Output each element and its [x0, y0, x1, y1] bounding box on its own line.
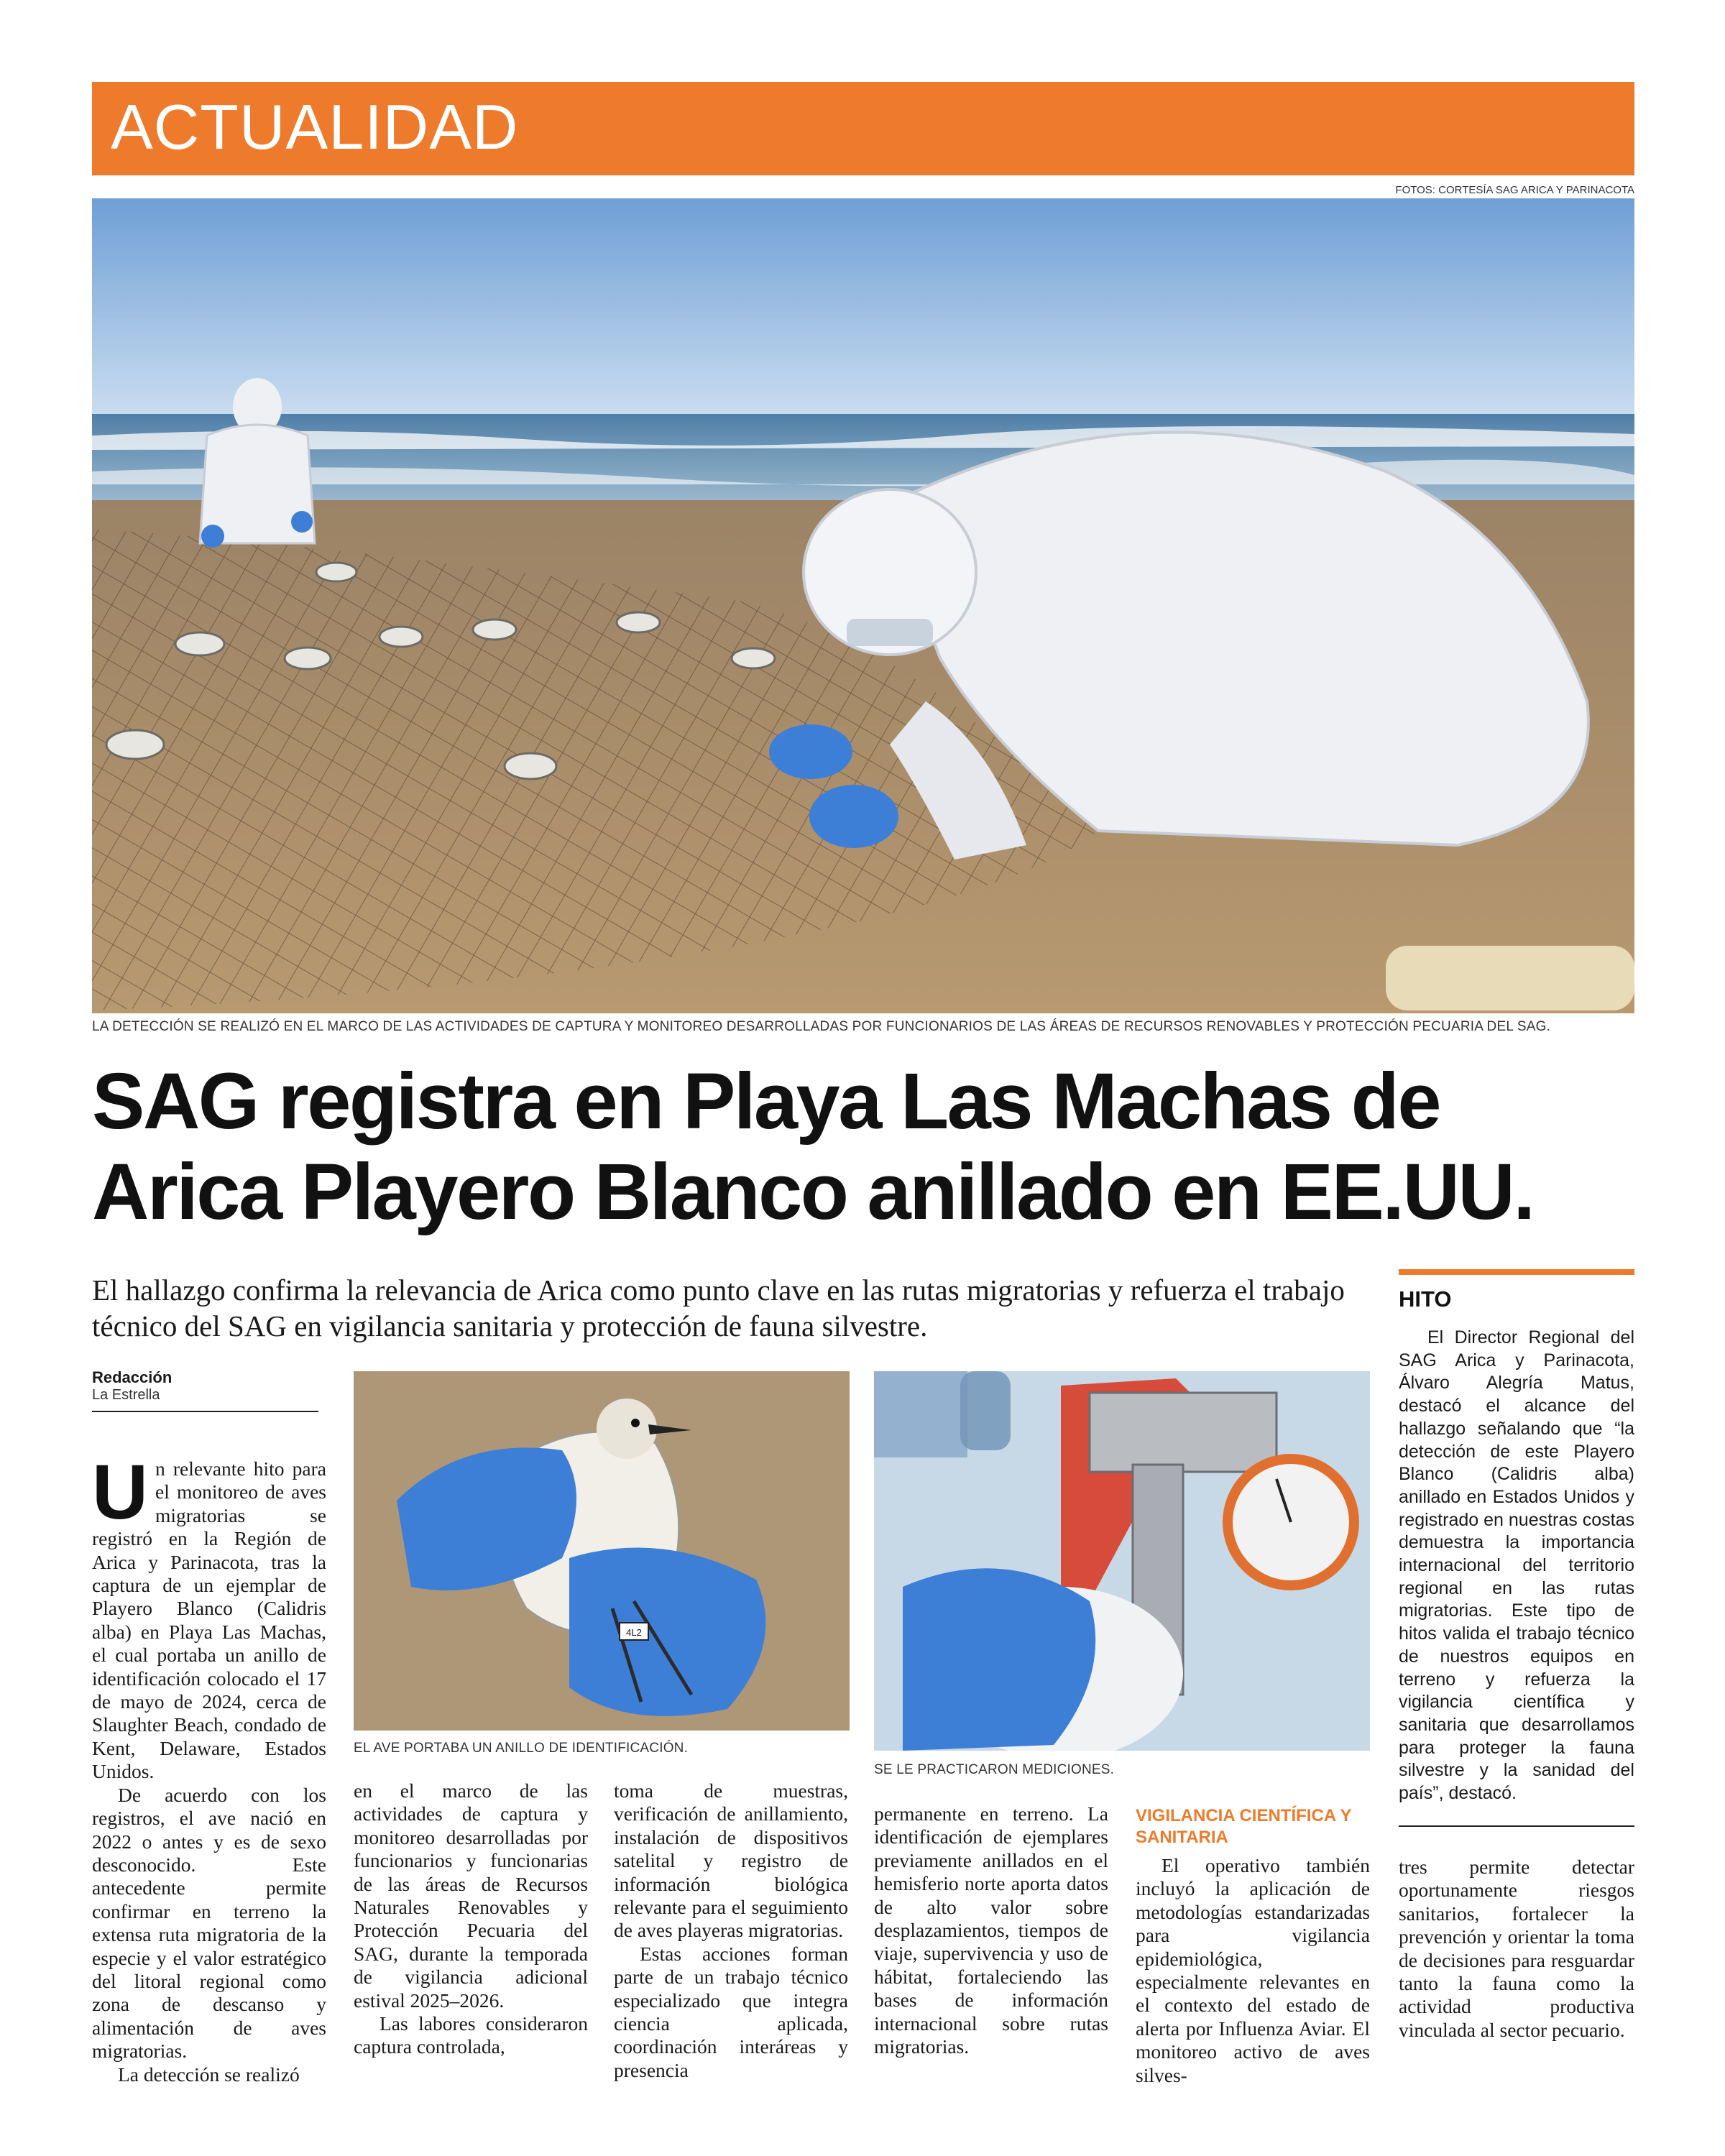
- article-column-6: [1399, 1856, 1634, 2042]
- byline-name: Redacción: [92, 1368, 172, 1386]
- measurement-photo: [874, 1371, 1370, 1751]
- byline: [92, 1368, 318, 1412]
- article-column-2: [354, 1779, 588, 2059]
- main-photo-caption: LA DETECCIÓN SE REALIZÓ EN EL MARCO DE LAS ACTIVIDADES DE CAPTURA Y MONITOREO DESARROLLADAS POR FUNCIONARIOS DE LAS ÁREAS DE RECURSOS RENOVABLES Y PROTECCIÓN PECUARIA DEL SAG.: [92, 1019, 1551, 1034]
- subhead: VIGILANCIA CIENTÍFICA Y SANITARIA: [1136, 1806, 1352, 1847]
- article-column-4: [874, 1802, 1108, 2058]
- article-paragraph: toma de muestras, verificación de anillamiento, instalación de dispositivos satelital y registro de información biológica relevante para el seguimiento de aves playeras migratorias.: [614, 1779, 848, 1942]
- headline-line-1: SAG registra en Playa Las Machas de: [92, 1057, 1440, 1146]
- section-label: ACTUALIDAD: [111, 91, 519, 162]
- drop-cap: U: [92, 1448, 148, 1535]
- article-paragraph: Estas acciones forman parte de un trabajo técnico especializado que integra ciencia aplicada, coordinación interáreas y presencia: [614, 1942, 848, 2081]
- article-text: n relevante hito para el monitoreo de aves migratorias se registró en la Región de Arica y Parinacota, tras la captura de un ejemplar de Playero Blanco (Calidris alba) en Playa Las Machas, el cual portaba un anillo de identificación colocado el 17 de mayo de 2024, cerca de Slaughter Beach, condado de Kent, Delaware, Estados Unidos.: [92, 1457, 326, 1783]
- article-paragraph: Las labores consideraron captura controlada,: [354, 2012, 588, 2058]
- article-paragraph: La detección se realizó: [118, 2063, 300, 2086]
- main-photo: [92, 198, 1634, 1013]
- article-paragraph: en el marco de las actividades de captura y monitoreo desarrolladas por funcionarios y funcionarias de las áreas de Recursos Naturales Renovables y Protección Pecuaria del SAG, durante la temporada de vigilancia adicional estival 2025–2026.: [354, 1779, 588, 2012]
- section-bar: [92, 82, 1634, 175]
- article-column-3: [614, 1779, 848, 2082]
- headline: [92, 1056, 1634, 1238]
- photo-credit: FOTOS: CORTESÍA SAG ARICA Y PARINACOTA: [1395, 184, 1634, 196]
- ring-code: 4L2: [626, 1627, 642, 1638]
- article-column-5: [1136, 1805, 1370, 2087]
- hito-body: El Director Regional del SAG Arica y Parinacota, Álvaro Alegría Matus, destacó el alcance del hallazgo señalando que “la detección de este Playero Blanco (Calidris alba) anillado en Estados Unidos y registrado en nuestras costas demuestra la importancia internacional del territorio regional en las rutas migratorias. Este tipo de hitos valida el trabajo técnico de nuestros equipos en terreno y refuerza la vigilancia científica y sanitaria que desarrollamos para proteger la fauna silvestre y la sanidad del país”, destacó.: [1399, 1327, 1634, 1804]
- deck: El hallazgo confirma la relevancia de Arica como punto clave en las rutas migratorias y refuerza el trabajo técnico del SAG en vigilancia sanitaria y protección de fauna silvestre.: [92, 1273, 1345, 1342]
- article-paragraph: De acuerdo con los registros, el ave nació en 2022 o antes y es de sexo desconocido. Este antecedente permite confirmar en terreno la extensa ruta migratoria de la especie y el valor estratégico del litoral regional como zona de descanso y alimentación de aves migratorias.: [92, 1783, 326, 2063]
- article-paragraph: El operativo también incluyó la aplicación de metodologías estandarizadas para vigilancia epidemiológica, especialmente relevantes en el contexto del estado de alerta por Influenza Aviar. El monitoreo activo de aves silves-: [1136, 1854, 1370, 2086]
- headline-line-2: Arica Playero Blanco anillado en EE.UU.: [92, 1148, 1534, 1236]
- byline-publication: La Estrella: [92, 1387, 160, 1403]
- article-paragraph: tres permite detectar oportunamente riesgos sanitarios, fortalecer la prevención y orientar la toma de decisiones para resguardar tanto la fauna como la actividad productiva vinculada al sector pecuario.: [1399, 1856, 1634, 2041]
- bird-ring-caption: EL AVE PORTABA UN ANILLO DE IDENTIFICACIÓN.: [354, 1741, 689, 1756]
- hito-divider: [1399, 1825, 1634, 1827]
- measurement-caption: SE LE PRACTICARON MEDICIONES.: [874, 1762, 1115, 1777]
- article-paragraph: [92, 1448, 326, 1784]
- bird-ring-photo: [354, 1371, 850, 1731]
- article-paragraph: permanente en terreno. La identificación de ejemplares previamente anillados en el hemisferio norte aporta datos de alto valor sobre desplazamientos, tiempos de viaje, supervivencia y uso de hábitat, fortaleciendo las bases de información internacional sobre rutas migratorias.: [874, 1802, 1108, 2058]
- hito-rule: [1399, 1269, 1634, 1275]
- hito-title: HITO: [1399, 1286, 1452, 1312]
- article-column-1: [92, 1448, 326, 2086]
